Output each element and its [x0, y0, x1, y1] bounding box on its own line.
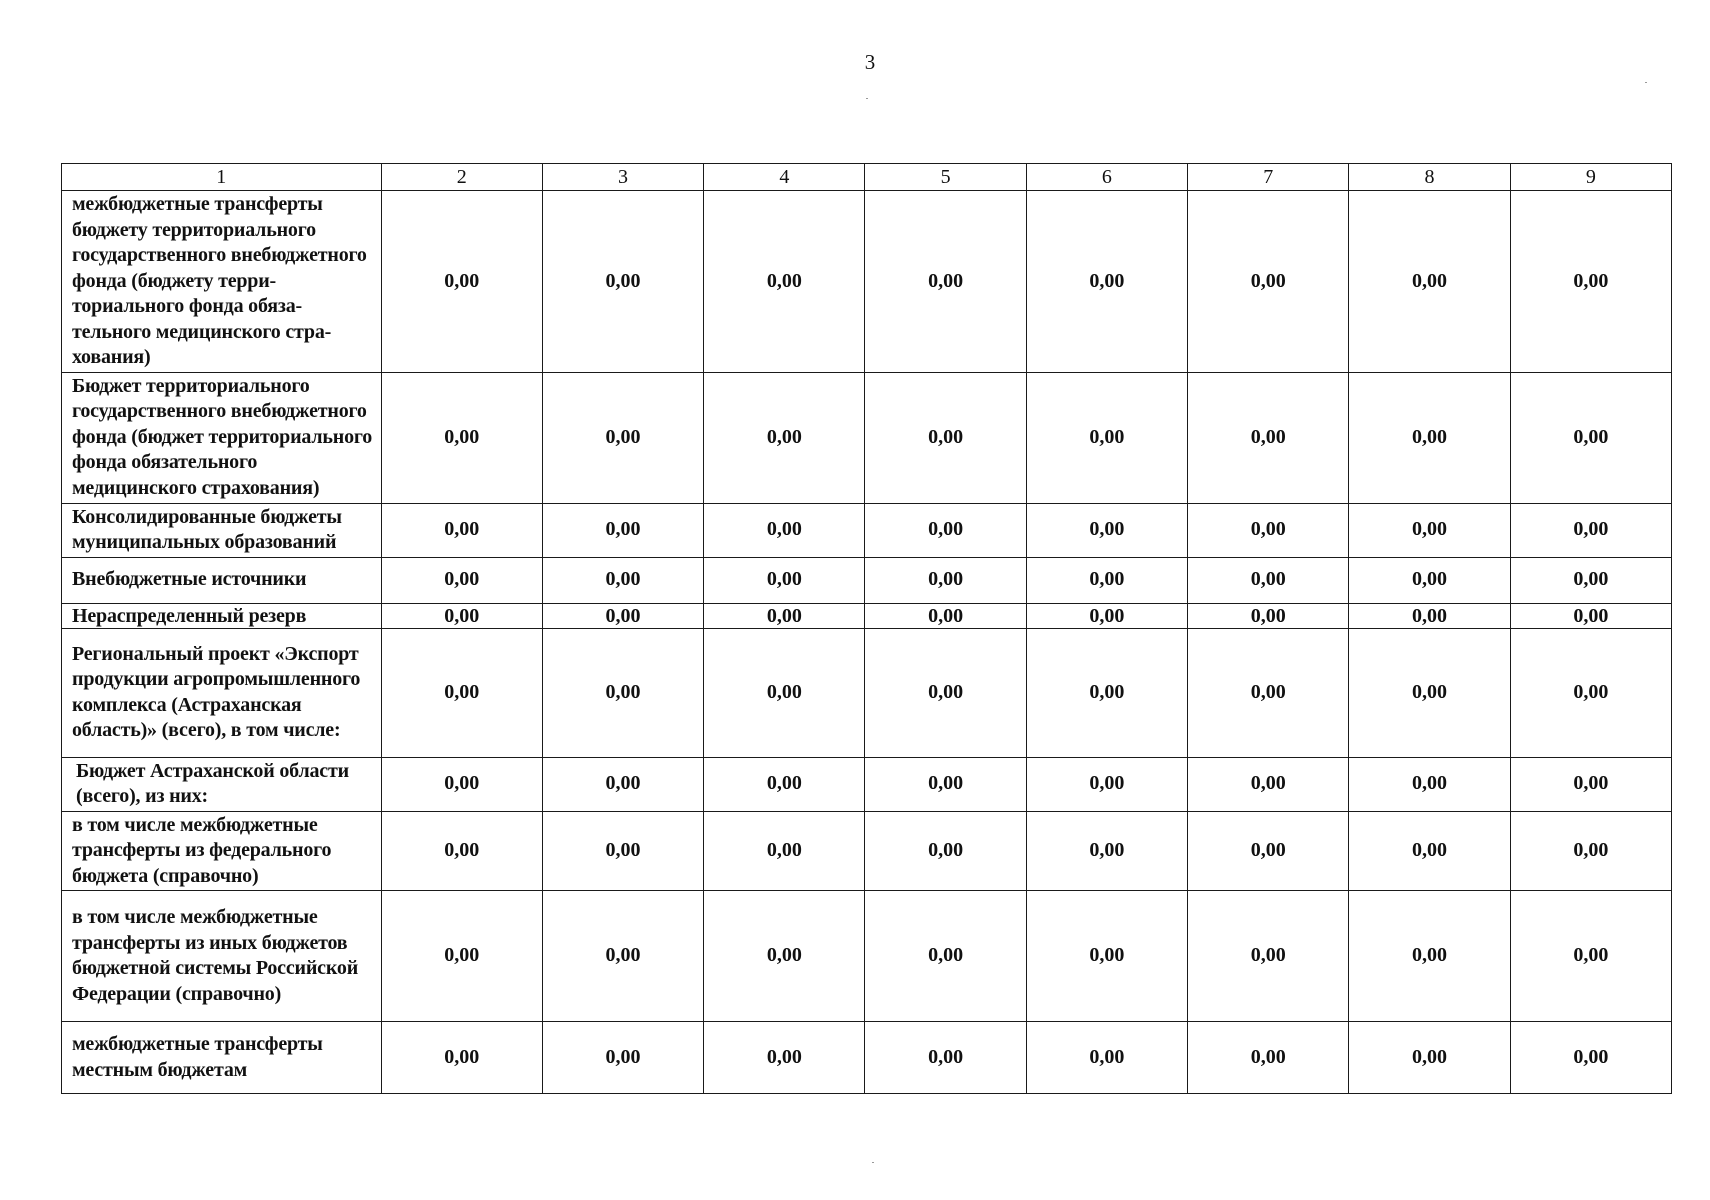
- table-cell: 0,00: [704, 503, 865, 557]
- table-cell: 0,00: [1510, 891, 1671, 1022]
- row-label: Внебюджетные источники: [62, 557, 382, 603]
- table-cell: 0,00: [1349, 891, 1510, 1022]
- column-header: 2: [381, 164, 542, 191]
- table-cell: 0,00: [381, 603, 542, 628]
- table-cell: 0,00: [542, 503, 703, 557]
- page-number: 3: [864, 50, 876, 74]
- table-cell: 0,00: [1349, 503, 1510, 557]
- table-row: [62, 191, 1672, 373]
- table-cell: 0,00: [1188, 891, 1349, 1022]
- row-label: Бюджет территориального государственного внебюджетного фонда (бюджет территориального фонда обязательного медицинского страхования): [62, 372, 382, 503]
- column-header: 1: [62, 164, 382, 191]
- table-cell: 0,00: [704, 757, 865, 811]
- table-cell: 0,00: [1026, 191, 1187, 373]
- table-cell: 0,00: [865, 757, 1026, 811]
- table-cell: 0,00: [542, 628, 703, 757]
- column-header: 4: [704, 164, 865, 191]
- table-cell: 0,00: [1510, 557, 1671, 603]
- table-cell: 0,00: [542, 757, 703, 811]
- table-cell: 0,00: [704, 557, 865, 603]
- table-cell: 0,00: [1510, 811, 1671, 891]
- table-cell: 0,00: [704, 372, 865, 503]
- table-cell: 0,00: [704, 191, 865, 373]
- table-cell: 0,00: [865, 891, 1026, 1022]
- table-row: [62, 1022, 1672, 1094]
- table-cell: 0,00: [1026, 757, 1187, 811]
- budget-table: [61, 163, 1672, 1094]
- table-cell: 0,00: [1349, 757, 1510, 811]
- table-cell: 0,00: [1349, 603, 1510, 628]
- table-cell: 0,00: [381, 372, 542, 503]
- table-cell: 0,00: [1510, 1022, 1671, 1094]
- table-cell: 0,00: [1188, 628, 1349, 757]
- table-row: [62, 811, 1672, 891]
- table-cell: 0,00: [1026, 628, 1187, 757]
- table-cell: 0,00: [1510, 628, 1671, 757]
- table-cell: 0,00: [542, 191, 703, 373]
- table-cell: 0,00: [1188, 372, 1349, 503]
- table-cell: 0,00: [1026, 372, 1187, 503]
- table-cell: 0,00: [865, 603, 1026, 628]
- table-cell: 0,00: [542, 891, 703, 1022]
- table-cell: 0,00: [704, 603, 865, 628]
- scan-speck: [872, 1162, 874, 1163]
- table-cell: 0,00: [542, 372, 703, 503]
- table-cell: 0,00: [865, 1022, 1026, 1094]
- column-header: 9: [1510, 164, 1671, 191]
- column-header: 5: [865, 164, 1026, 191]
- table-cell: 0,00: [1188, 811, 1349, 891]
- table-cell: 0,00: [1349, 1022, 1510, 1094]
- table-cell: 0,00: [1188, 191, 1349, 373]
- table-cell: 0,00: [1026, 557, 1187, 603]
- scan-speck: [1645, 82, 1647, 83]
- table-cell: 0,00: [381, 811, 542, 891]
- table-row: [62, 372, 1672, 503]
- table-cell: 0,00: [865, 372, 1026, 503]
- scan-speck: [866, 98, 868, 99]
- table-row: [62, 891, 1672, 1022]
- table-row: [62, 603, 1672, 628]
- table-cell: 0,00: [704, 891, 865, 1022]
- table-cell: 0,00: [865, 628, 1026, 757]
- table-cell: 0,00: [1188, 503, 1349, 557]
- row-label: Бюджет Астраханской области (всего), из них:: [62, 757, 382, 811]
- table-cell: 0,00: [1510, 757, 1671, 811]
- table-cell: 0,00: [1349, 628, 1510, 757]
- column-number-row: [62, 164, 1672, 191]
- table-cell: 0,00: [1349, 557, 1510, 603]
- column-header: 6: [1026, 164, 1187, 191]
- table-cell: 0,00: [1510, 372, 1671, 503]
- row-label: межбюджетные трансферты бюджету территориального государственного внебюджетного фонда (бюджету территориального фонда обязательного медицинского страхования): [62, 191, 382, 373]
- table-cell: 0,00: [1188, 1022, 1349, 1094]
- table-cell: 0,00: [1026, 503, 1187, 557]
- table-row: [62, 757, 1672, 811]
- table-cell: 0,00: [865, 557, 1026, 603]
- table-cell: 0,00: [1026, 811, 1187, 891]
- table-cell: 0,00: [865, 503, 1026, 557]
- table-cell: 0,00: [542, 603, 703, 628]
- table-cell: 0,00: [1026, 891, 1187, 1022]
- table-cell: 0,00: [704, 1022, 865, 1094]
- table-cell: 0,00: [381, 891, 542, 1022]
- table-row: [62, 503, 1672, 557]
- table-cell: 0,00: [865, 811, 1026, 891]
- table-cell: 0,00: [865, 191, 1026, 373]
- row-label: межбюджетные трансферты местным бюджетам: [62, 1022, 382, 1094]
- column-header: 7: [1188, 164, 1349, 191]
- table-row: [62, 628, 1672, 757]
- row-label: Консолидированные бюджеты муниципальных образований: [62, 503, 382, 557]
- table-cell: 0,00: [381, 191, 542, 373]
- row-label: в том числе межбюджетные трансферты из иных бюджетов бюджетной системы Российской Федерации (справочно): [62, 891, 382, 1022]
- table-cell: 0,00: [1188, 557, 1349, 603]
- table-cell: 0,00: [381, 1022, 542, 1094]
- table-cell: 0,00: [1188, 757, 1349, 811]
- table-cell: 0,00: [1510, 603, 1671, 628]
- table-cell: 0,00: [542, 811, 703, 891]
- table-cell: 0,00: [1349, 191, 1510, 373]
- row-label: Региональный проект «Экспорт продукции агропромышленного комплекса (Астраханская область)» (всего), в том числе:: [62, 628, 382, 757]
- table-cell: 0,00: [704, 628, 865, 757]
- table-cell: 0,00: [1026, 1022, 1187, 1094]
- table-cell: 0,00: [542, 1022, 703, 1094]
- table-cell: 0,00: [1026, 603, 1187, 628]
- table-cell: 0,00: [381, 757, 542, 811]
- table-cell: 0,00: [1349, 372, 1510, 503]
- table-cell: 0,00: [381, 503, 542, 557]
- table-cell: 0,00: [704, 811, 865, 891]
- table-cell: 0,00: [381, 557, 542, 603]
- row-label: в том числе межбюджетные трансферты из федерального бюджета (справочно): [62, 811, 382, 891]
- table-cell: 0,00: [381, 628, 542, 757]
- column-header: 3: [542, 164, 703, 191]
- row-label: Нераспределенный резерв: [62, 603, 382, 628]
- table-row: [62, 557, 1672, 603]
- table-cell: 0,00: [1188, 603, 1349, 628]
- column-header: 8: [1349, 164, 1510, 191]
- table-cell: 0,00: [1349, 811, 1510, 891]
- table-cell: 0,00: [1510, 191, 1671, 373]
- table-cell: 0,00: [542, 557, 703, 603]
- table-cell: 0,00: [1510, 503, 1671, 557]
